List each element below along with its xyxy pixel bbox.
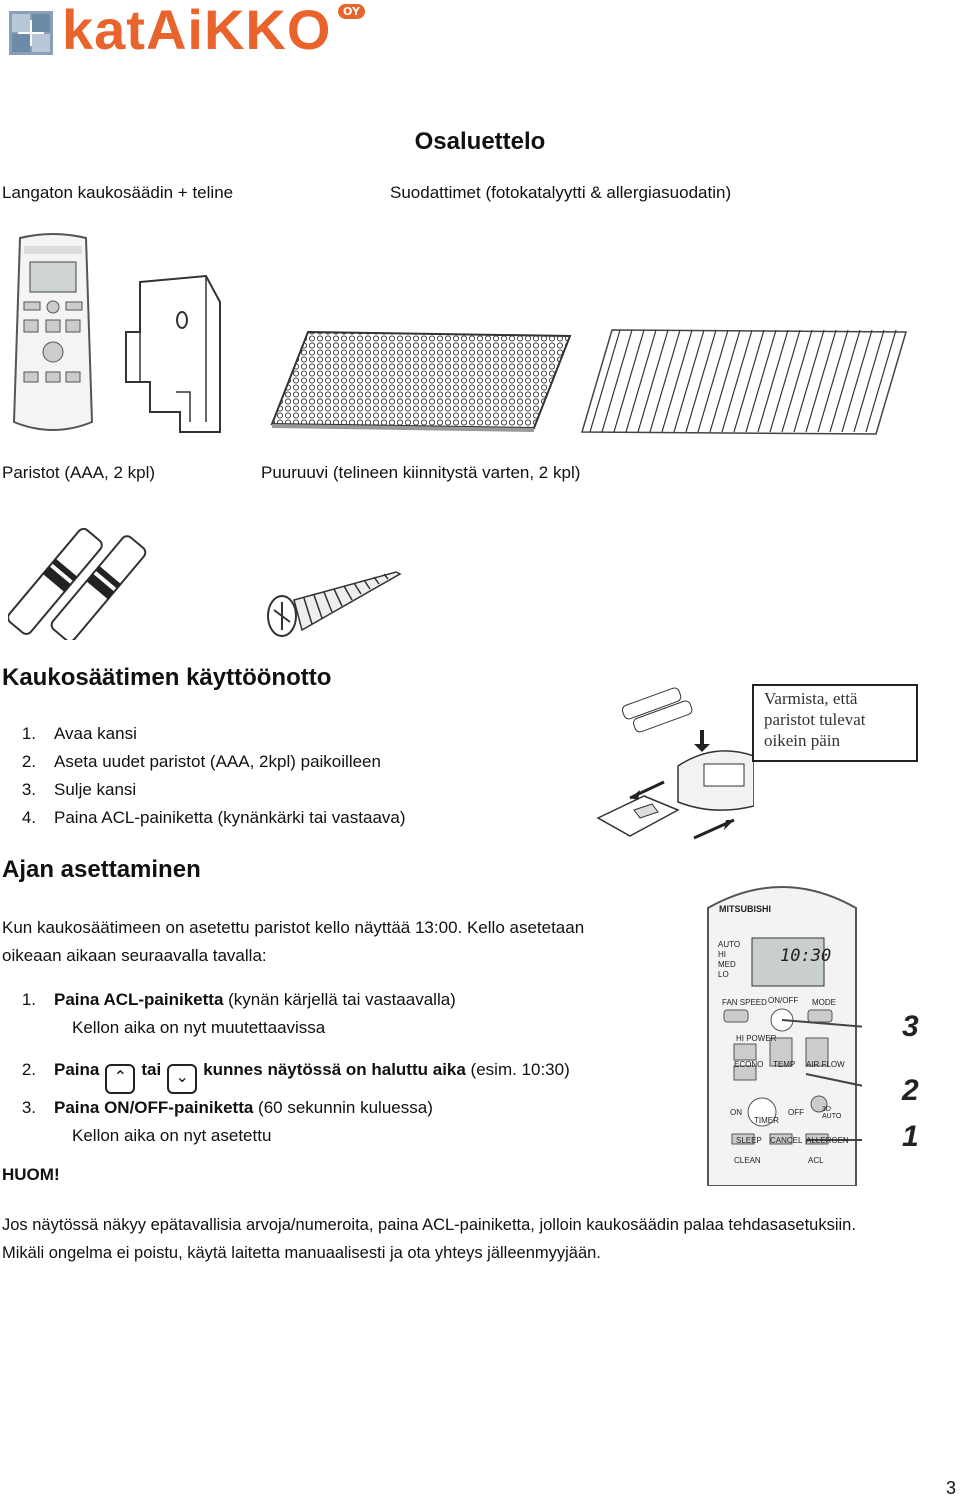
photocatalytic-filter-image <box>268 328 574 434</box>
setup-steps <box>0 720 406 832</box>
up-button-icon: ⌃ <box>105 1064 135 1094</box>
callout-2: 2 <box>902 1074 919 1107</box>
note-text: Jos näytössä näkyy epätavallisia arvoja/numeroita, paina ACL-painiketta, jolloin kaukosäädin palaa tehdasasetuksiin. Mikäli ongelma ei poistu, käytä laitetta manuaalisesti ja ota yhteys jälleenmyyjään. <box>2 1216 856 1262</box>
page-title: Osaluettelo <box>414 128 546 155</box>
brand-badge: OY <box>338 4 365 19</box>
remote-label: TIMER <box>754 1116 779 1125</box>
list-item: 2. Aseta uudet paristot (AAA, 2kpl) paikoilleen <box>21 752 381 771</box>
remote-label: SLEEP <box>736 1136 762 1145</box>
list-item-sub: Kellon aika on nyt asetettu <box>72 1126 272 1145</box>
page-number: 3 <box>945 1478 956 1498</box>
remote-label: ALLERGEN <box>806 1136 849 1145</box>
clock-steps <box>0 986 700 1150</box>
label-filters: Suodattimet (fotokatalyytti & allergiasuodatin) <box>390 183 732 202</box>
note-label: HUOM! <box>2 1165 60 1184</box>
remote-label: 3D AUTO <box>822 1106 842 1120</box>
setup-heading: Kaukosäätimen käyttöönotto <box>2 664 332 691</box>
list-item: 1. Paina ACL-painiketta (kynän kärjellä tai vastaavalla) <box>21 990 456 1009</box>
list-item: 3. Sulje kansi <box>21 780 137 799</box>
clock-heading: Ajan asettaminen <box>2 856 201 883</box>
remote-label: ECONO <box>734 1060 764 1069</box>
list-item: 1. Avaa kansi <box>21 724 137 743</box>
logo-icon <box>8 10 54 56</box>
callout-3: 3 <box>902 1010 919 1043</box>
remote-label: ON <box>730 1108 742 1117</box>
remote-holder-image <box>120 272 226 436</box>
list-item: 2. Paina ⌃ tai ⌄ kunnes näytössä on haluttu aika (esim. 10:30) <box>0 1056 700 1094</box>
remote-control-image <box>10 232 96 436</box>
remote-mode-labels: AUTO HI MED LO <box>718 940 741 979</box>
list-item: 4. Paina ACL-painiketta (kynänkärki tai vastaava) <box>21 808 406 827</box>
callout-1: 1 <box>902 1120 919 1153</box>
clock-intro: Kun kaukosäätimeen on asetettu paristot kello näyttää 13:00. Kello asetetaan oikeaan aikaan seuraavalla tavalla: <box>2 918 585 965</box>
remote-label: MODE <box>812 998 836 1007</box>
remote-label: CANCEL <box>770 1136 803 1145</box>
allergen-filter-image <box>580 326 910 438</box>
remote-label: CLEAN <box>734 1156 761 1165</box>
batteries-image <box>8 514 156 640</box>
brand-logo: katAiKKO <box>62 0 332 61</box>
list-item-sub: Kellon aika on nyt muutettaavissa <box>72 1018 326 1037</box>
remote-label: FAN SPEED <box>722 998 767 1007</box>
battery-note: Varmista, että paristot tulevat oikein päin <box>764 689 866 750</box>
remote-label: HI POWER <box>736 1034 777 1043</box>
remote-label: ON/OFF <box>768 996 799 1005</box>
battery-insertion-image <box>594 686 754 860</box>
remote-label: TEMP <box>773 1060 796 1069</box>
label-screw: Puuruuvi (telineen kiinnitystä varten, 2 kpl) <box>261 463 581 482</box>
remote-brand: MITSUBISHI <box>719 904 772 914</box>
remote-label: AIR FLOW <box>806 1060 845 1069</box>
list-item: 3. Paina ON/OFF-painiketta (60 sekunnin kuluessa) <box>21 1098 433 1117</box>
down-button-icon: ⌄ <box>167 1064 197 1094</box>
remote-label: ACL <box>808 1156 824 1165</box>
label-batteries: Paristot (AAA, 2 kpl) <box>2 463 156 482</box>
remote-label: OFF <box>788 1108 804 1117</box>
wood-screw-image <box>262 566 402 642</box>
remote-time: 10:30 <box>780 946 832 966</box>
label-remote: Langaton kaukosäädin + teline <box>2 183 234 202</box>
